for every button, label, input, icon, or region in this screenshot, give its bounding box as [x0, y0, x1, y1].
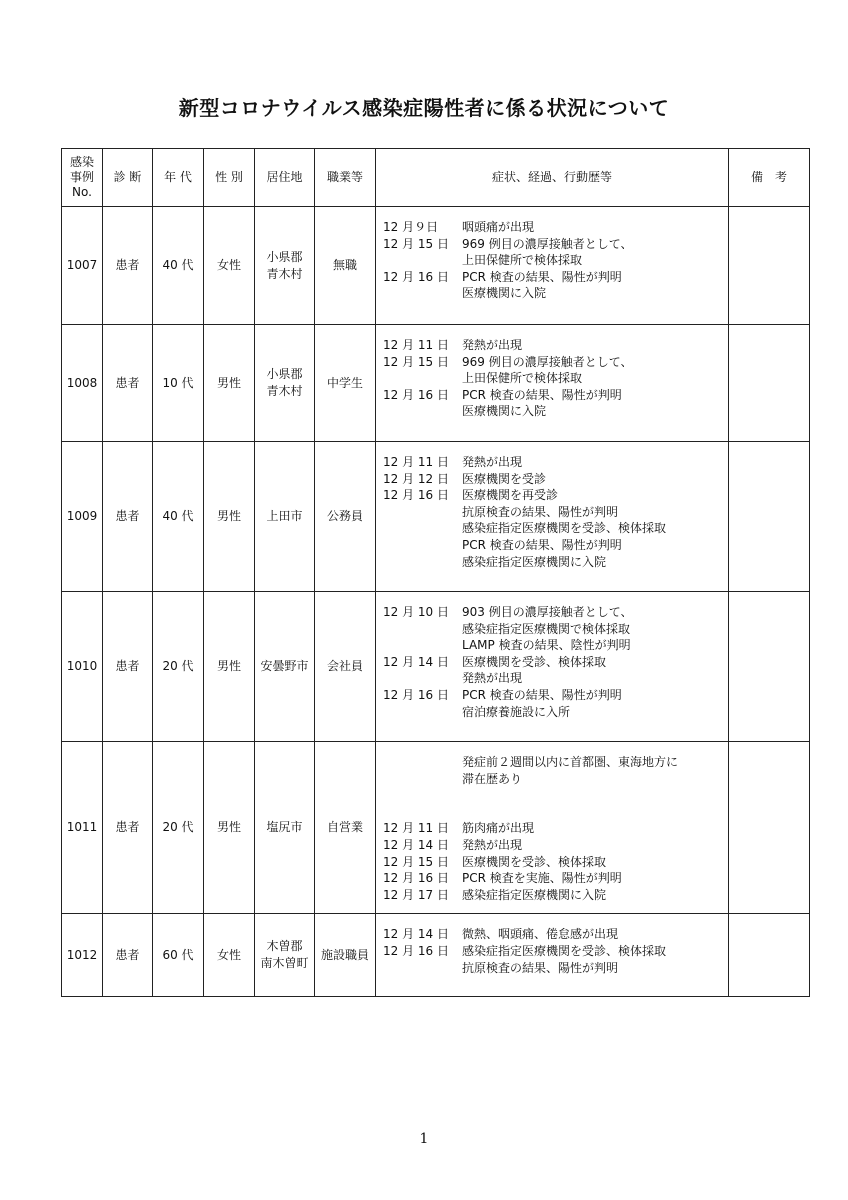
- entry-date: 12 月 16 日: [383, 943, 449, 958]
- table-row: [62, 442, 810, 592]
- entry-text: PCR 検査の結果、陽性が判明: [462, 387, 622, 402]
- entry-text: 969 例目の濃厚接触者として、: [462, 354, 633, 369]
- case-number-cell: 1012: [62, 914, 103, 997]
- symptom-entry: [383, 487, 722, 504]
- entry-date: 12 月 16 日: [383, 488, 449, 503]
- occupation-cell: [315, 207, 376, 325]
- table-row: [62, 325, 810, 442]
- page-number: 1: [419, 1131, 429, 1147]
- table-row: [62, 742, 810, 914]
- age-cell: 20 代: [153, 742, 204, 914]
- entry-date: 12 月 16 日: [383, 871, 449, 886]
- residence-line: 上田市: [266, 509, 303, 523]
- symptom-entry: [383, 854, 722, 871]
- symptom-entry: [383, 887, 722, 904]
- symptom-entry: [383, 804, 722, 821]
- case-number-cell: 1009: [62, 442, 103, 592]
- entry-text: 医療機関を受診、検体採取: [462, 854, 607, 869]
- cases-table: [61, 148, 810, 997]
- occupation-line: 自営業: [326, 820, 363, 835]
- sex-cell: 男性: [204, 592, 255, 742]
- entry-text: PCR 検査の結果、陽性が判明: [462, 537, 622, 552]
- entry-date: [383, 554, 462, 571]
- entry-date: [383, 370, 462, 387]
- entry-date: 12 月 11 日: [383, 821, 449, 836]
- entry-date: 12 月 15 日: [383, 236, 449, 251]
- symptoms-cell: [376, 325, 729, 442]
- symptoms-list: [376, 742, 728, 913]
- symptom-entry: [383, 554, 722, 571]
- age-cell: 40 代: [153, 207, 204, 325]
- residence-line: 安曇野市: [260, 659, 309, 673]
- symptoms-cell: [376, 742, 729, 914]
- entry-text: 発症前２週間以内に首都圏、東海地方に: [462, 755, 679, 769]
- case-number-cell: 1011: [62, 742, 103, 914]
- diagnosis-cell: 患者: [103, 442, 153, 592]
- residence-line: 南木曽町: [260, 956, 309, 971]
- document-title: 新型コロナウイルス感染症陽性者に係る状況について: [178, 96, 670, 120]
- symptom-entry: [383, 285, 722, 302]
- entry-date: [383, 771, 462, 788]
- residence-line: 青木村: [266, 384, 303, 398]
- symptoms-list: [376, 914, 728, 986]
- entry-date: 12 月 15 日: [383, 354, 449, 369]
- entry-text: [462, 804, 466, 821]
- entry-date: 12 月 10 日: [383, 605, 449, 619]
- residence-line: 木曽郡: [266, 939, 303, 954]
- occupation-cell: [315, 442, 376, 592]
- symptoms-cell: [376, 207, 729, 325]
- symptom-entry: [383, 370, 722, 387]
- symptom-entry: [383, 960, 722, 977]
- remarks-cell: [729, 592, 810, 742]
- entry-date: 12 月 14 日: [383, 837, 449, 852]
- entry-text: 発熱が出現: [462, 455, 523, 469]
- symptoms-list: [376, 207, 728, 312]
- symptom-entry: [383, 454, 722, 471]
- symptom-entry: [383, 219, 722, 236]
- entry-text: 感染症指定医療機関を受診、検体採取: [462, 521, 667, 536]
- occupation-line: 施設職員: [320, 947, 369, 962]
- entry-text: PCR 検査を実施、陽性が判明: [462, 871, 622, 886]
- symptoms-cell: [376, 914, 729, 997]
- diagnosis-cell: 患者: [103, 742, 153, 914]
- symptoms-list: [376, 592, 728, 730]
- symptom-entry: [383, 236, 722, 253]
- entry-text: 医療機関を再受診: [462, 488, 559, 503]
- entry-date: [383, 804, 462, 821]
- entry-date: 12 月 16 日: [383, 269, 449, 284]
- entry-text: 宿泊療養施設に入所: [462, 704, 571, 719]
- age-cell: 60 代: [153, 914, 204, 997]
- entry-date: [383, 754, 462, 771]
- occupation-line: 会社員: [326, 659, 363, 673]
- entry-text: 969 例目の濃厚接触者として、: [462, 236, 633, 251]
- residence-line: 小県郡: [266, 249, 303, 264]
- entry-text: 903 例目の濃厚接触者として、: [462, 605, 633, 619]
- symptom-entry: [383, 637, 722, 654]
- entry-text: 抗原検査の結果、陽性が判明: [462, 504, 619, 519]
- symptom-entry: [383, 837, 722, 854]
- symptom-entry: [383, 354, 722, 371]
- symptom-entry: [383, 787, 722, 804]
- symptoms-list: [376, 442, 728, 580]
- entry-text: 感染症指定医療機関に入院: [462, 554, 607, 569]
- residence-line: 青木村: [266, 266, 303, 281]
- sex-cell: 男性: [204, 325, 255, 442]
- symptom-entry: [383, 269, 722, 286]
- entry-text: 医療機関に入院: [462, 286, 547, 301]
- entry-text: 医療機関を受診: [462, 471, 547, 486]
- symptom-entry: [383, 754, 722, 771]
- symptoms-cell: [376, 442, 729, 592]
- remarks-cell: [729, 207, 810, 325]
- case-number-cell: 1007: [62, 207, 103, 325]
- age-cell: 10 代: [153, 325, 204, 442]
- header-row: [62, 149, 810, 207]
- remarks-cell: [729, 914, 810, 997]
- header-remarks: 備 考: [729, 149, 810, 207]
- entry-date: 12 月 17 日: [383, 887, 449, 902]
- entry-date: [383, 787, 462, 804]
- symptom-entry: [383, 943, 722, 960]
- sex-cell: 女性: [204, 207, 255, 325]
- entry-text: 感染症指定医療機関で検体採取: [462, 621, 631, 636]
- entry-text: PCR 検査の結果、陽性が判明: [462, 269, 622, 284]
- entry-date: 12 月 14 日: [383, 927, 449, 942]
- header-sex: 性 別: [204, 149, 255, 207]
- occupation-cell: [315, 592, 376, 742]
- symptom-entry: [383, 471, 722, 488]
- symptom-entry: [383, 252, 722, 269]
- case-number-cell: 1008: [62, 325, 103, 442]
- entry-date: 12 月 11 日: [383, 338, 449, 352]
- residence-cell: [255, 914, 315, 997]
- symptom-entry: [383, 771, 722, 788]
- table-row: [62, 207, 810, 325]
- age-cell: 20 代: [153, 592, 204, 742]
- symptom-entry: [383, 520, 722, 537]
- symptoms-list: [376, 325, 728, 430]
- remarks-cell: [729, 442, 810, 592]
- entry-date: 12 月 12 日: [383, 471, 449, 486]
- symptom-entry: [383, 687, 722, 704]
- residence-cell: [255, 592, 315, 742]
- diagnosis-cell: 患者: [103, 914, 153, 997]
- symptom-entry: [383, 704, 722, 721]
- occupation-line: 公務員: [326, 509, 363, 523]
- entry-date: [383, 504, 462, 521]
- symptom-entry: [383, 621, 722, 638]
- symptom-entry: [383, 926, 722, 943]
- occupation-cell: [315, 742, 376, 914]
- symptom-entry: [383, 387, 722, 404]
- entry-text: PCR 検査の結果、陽性が判明: [462, 687, 622, 702]
- entry-text: 発熱が出現: [462, 671, 523, 686]
- entry-text: 医療機関を受診、検体採取: [462, 654, 607, 669]
- residence-cell: [255, 325, 315, 442]
- entry-date: [383, 670, 462, 687]
- entry-date: [383, 285, 462, 302]
- header-case-no: 感染 事例 No.: [62, 149, 103, 207]
- symptoms-cell: [376, 592, 729, 742]
- occupation-cell: [315, 325, 376, 442]
- symptom-entry: [383, 537, 722, 554]
- occupation-cell: [315, 914, 376, 997]
- residence-cell: [255, 442, 315, 592]
- entry-text: [462, 787, 466, 804]
- entry-date: [383, 704, 462, 721]
- entry-text: 咽頭痛が出現: [462, 220, 535, 234]
- symptom-entry: [383, 604, 722, 621]
- entry-text: 抗原検査の結果、陽性が判明: [462, 960, 619, 975]
- entry-text: 感染症指定医療機関に入院: [462, 887, 607, 902]
- occupation-line: 中学生: [326, 375, 363, 390]
- entry-date: 12 月 16 日: [383, 387, 449, 402]
- header-residence: 居住地: [255, 149, 315, 207]
- sex-cell: 男性: [204, 442, 255, 592]
- age-cell: 40 代: [153, 442, 204, 592]
- entry-text: 筋肉痛が出現: [462, 821, 535, 836]
- entry-date: 12 月 15 日: [383, 854, 449, 869]
- entry-date: [383, 637, 462, 654]
- entry-date: [383, 537, 462, 554]
- symptom-entry: [383, 337, 722, 354]
- case-number-cell: 1010: [62, 592, 103, 742]
- header-age: 年 代: [153, 149, 204, 207]
- symptom-entry: [383, 870, 722, 887]
- entry-date: [383, 960, 462, 977]
- diagnosis-cell: 患者: [103, 207, 153, 325]
- diagnosis-cell: 患者: [103, 592, 153, 742]
- entry-date: [383, 403, 462, 420]
- entry-date: [383, 252, 462, 269]
- entry-date: 12 月 11 日: [383, 455, 449, 469]
- header-symptoms: 症状、経過、行動歴等: [376, 149, 729, 207]
- entry-text: 感染症指定医療機関を受診、検体採取: [462, 943, 667, 958]
- entry-date: [383, 621, 462, 638]
- sex-cell: 女性: [204, 914, 255, 997]
- symptom-entry: [383, 654, 722, 671]
- entry-text: 滞在歴あり: [462, 771, 523, 786]
- sex-cell: 男性: [204, 742, 255, 914]
- remarks-cell: [729, 325, 810, 442]
- entry-text: 医療機関に入院: [462, 404, 547, 419]
- symptom-entry: [383, 403, 722, 420]
- residence-cell: [255, 207, 315, 325]
- table-row: [62, 592, 810, 742]
- entry-text: 上田保健所で検体採取: [462, 253, 583, 268]
- entry-date: 12 月 16 日: [383, 687, 449, 702]
- residence-line: 塩尻市: [266, 820, 303, 835]
- header-occupation: 職業等: [315, 149, 376, 207]
- entry-text: 発熱が出現: [462, 338, 523, 352]
- symptom-entry: [383, 504, 722, 521]
- occupation-line: 無職: [332, 258, 357, 272]
- symptom-entry: [383, 820, 722, 837]
- residence-cell: [255, 742, 315, 914]
- remarks-cell: [729, 742, 810, 914]
- entry-text: LAMP 検査の結果、陰性が判明: [462, 638, 631, 653]
- residence-line: 小県郡: [266, 367, 303, 381]
- table-row: [62, 914, 810, 997]
- header-diagnosis: 診 断: [103, 149, 153, 207]
- symptom-entry: [383, 670, 722, 687]
- entry-date: [383, 520, 462, 537]
- entry-text: 微熱、咽頭痛、倦怠感が出現: [462, 927, 619, 942]
- entry-text: 発熱が出現: [462, 837, 523, 852]
- entry-text: 上田保健所で検体採取: [462, 371, 583, 386]
- entry-date: 12 月 14 日: [383, 654, 449, 669]
- diagnosis-cell: 患者: [103, 325, 153, 442]
- entry-date: 12 月９日: [383, 220, 439, 234]
